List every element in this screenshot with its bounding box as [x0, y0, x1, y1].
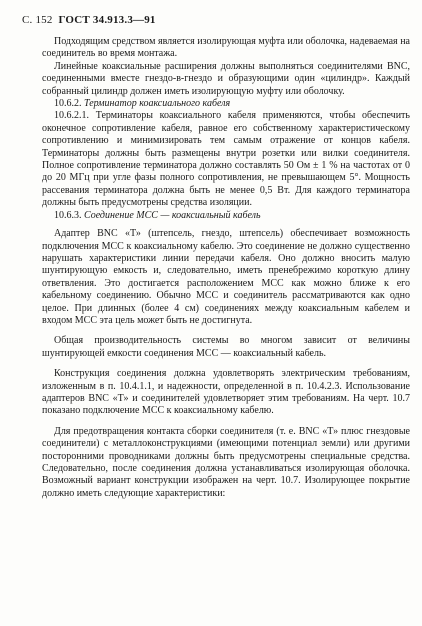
paragraph: Подходящим средством является изолирующая муфта или оболочка, надеваемая на соединитель во время монтажа. — [42, 36, 410, 60]
paragraph: Линейные коаксиальные расширения должны выполняться соединителями BNC, соединенными вместе гнездо-в-гнездо и образующими один «цилиндр». Каждый собранный цилиндр должен иметь изолирующую муфту или оболочку. — [42, 60, 410, 97]
paragraph: Адаптер BNC «Т» (штепсель, гнездо, штепсель) обеспечивает возможность подключения МСС к коаксиальному кабелю. Это соединение не должно существенно нарушать характеристики линии передачи кабеля. Оно должно вносить малую шунтирующую емкость и, следовательно, иметь пренебрежимо короткую длину ответвления. Это достигается расположением МСС как можно ближе к его кабельному соединению. Обычно МСС и соединитель рассматриваются как одно целое. При длинных (более 4 см) соединениях между коаксиальным кабелем и входом МСС эта цель может быть не достигнута. — [42, 228, 410, 326]
section-number: 10.6.2. — [54, 98, 82, 110]
page-header — [22, 14, 156, 26]
standard-code: ГОСТ 34.913.3—91 — [58, 14, 156, 26]
section-title: Терминатор коаксиального кабеля — [84, 98, 231, 110]
page-prefix: С. — [22, 14, 33, 26]
section-heading — [42, 210, 410, 222]
page-body — [42, 36, 410, 500]
section-title: Соединение МСС — коаксиальный кабель — [84, 209, 261, 221]
paragraph: Конструкция соединения должна удовлетворять электрическим требованиям, изложенным в п. 10.4.1.1, и надежности, определенной в п. 10.4.2.3. Использование адаптеров BNC «Т» и соединителей удовлетворяет этим требованиям. На черт. 10.7 показано подключение МСС к коаксиальному кабелю. — [42, 368, 410, 417]
paragraph: Общая производительность системы во многом зависит от величины шунтирующей емкости соединения МСС — коаксиальный кабель. — [42, 335, 410, 359]
section-heading — [42, 98, 410, 110]
paragraph: 10.6.2.1. Терминаторы коаксиального кабеля применяются, чтобы обеспечить оконечное сопротивление кабеля, равное его собственному характеристическому сопротивлению и минимизировать тем самым отражение от концов кабеля. Терминаторы должны быть размещены внутри розетки или вилки соединителя. Полное сопротивление терминатора должно составлять 50 Ом ± 1 % на частотах от 0 до 20 МГц при угле фазы полного сопротивления, не превышающем 5°. Мощность рассевания терминатора должна быть не менее 0,5 Вт. Для каждого терминатора должны быть предусмотрены средства изоляции. — [42, 110, 410, 209]
paragraph: Для предотвращения контакта сборки соединителя (т. е. BNC «Т» плюс гнездовые соединители) с металлоконструкциями (имеющими потенциал земли) или другими посторонними проводниками должны быть предусмотрены специальные средства. Следовательно, после соединения должна устанавливаться изолирующая оболочка. Возможный вариант конструкции изображен на черт. 10.7. Изолирующее покрытие должно иметь следующие характеристики: — [42, 425, 410, 499]
page-number: 152 — [35, 14, 53, 26]
section-number: 10.6.3. — [54, 209, 82, 221]
